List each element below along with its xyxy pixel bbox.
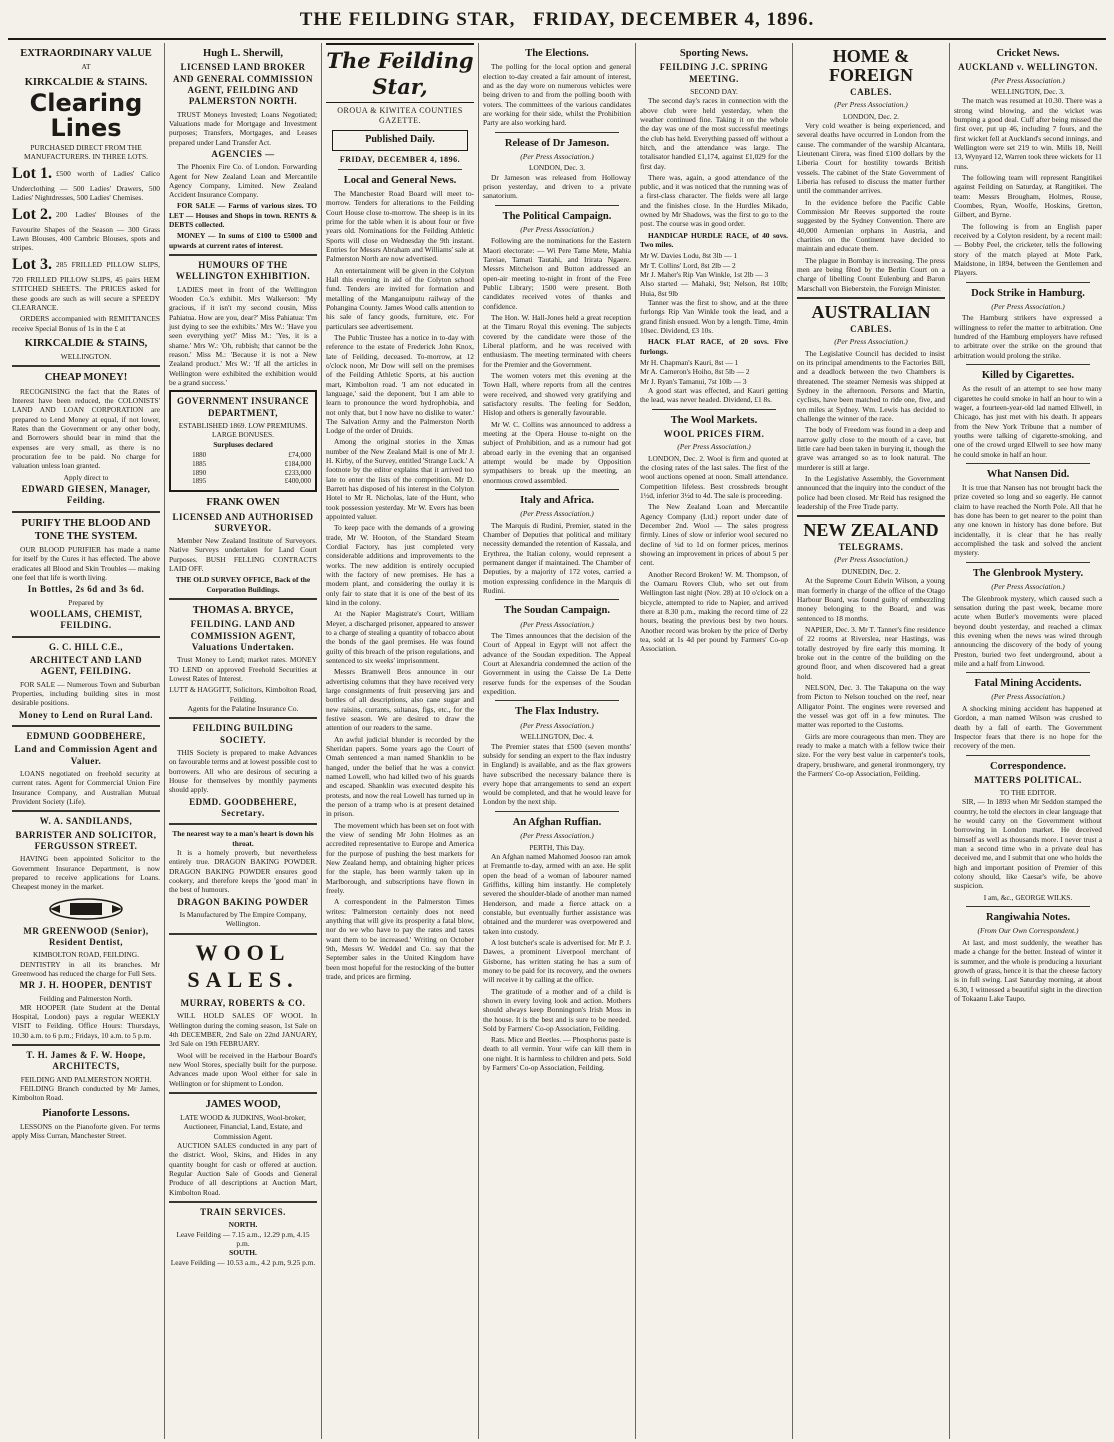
train-south: SOUTH. (229, 1248, 257, 1258)
goodbehere-role: Land and Commission Agent and Valuer. (14, 744, 158, 766)
money-text: MONEY — In sums of £100 to £5000 and upwards at current rates of interest. (169, 231, 317, 250)
sporting-sub: FEILDING J.C. SPRING MEETING. (659, 62, 769, 84)
divider (169, 598, 317, 600)
goodbehere-name: EDMUND GOODBEHERE, (26, 730, 146, 741)
divider (652, 409, 776, 410)
rangiwahia-title: Rangiwahia Notes. (985, 912, 1070, 924)
campaign-text-4: Mr W. C. Collins was announced to address a meeting at the Opera House to-night on the subject of Prohibition, and as a rumour had got abroad early in the evening that an organised attempt would be made by Opposition sympathisers to break up the meeting, an enormous crowd assembled. (483, 419, 631, 485)
divider (12, 725, 160, 727)
divider (169, 717, 317, 719)
divider (966, 672, 1090, 673)
insurance-box (169, 390, 317, 492)
flax-title: The Flax Industry. (515, 706, 599, 718)
frank-role: LICENSED AND AUTHORISED SURVEYOR. (172, 511, 314, 533)
divider (169, 933, 317, 935)
agencies-title: AGENCIES — (211, 148, 275, 159)
killed-text: As the result of an attempt to see how many cigarettes he could smoke in half an hour to win a wager, a fourteen-year-old lad named Ellwell, in Chicago, has just met with his death. It appears from the New York Tribune that a number of youths were talking of cigarette-smoking, and one of the crowd urged Ellwell to see how many he could smoke in half an hour. (954, 384, 1102, 459)
aus-text-2: The body of Freedom was found in a deep and narrow gully close to the mouth of a cave, but little care had been taken in burying it, though the grave was arranged so as to look natural. The murderer is still at large. (797, 425, 945, 472)
australian-title: AUSTRALIAN (811, 301, 931, 322)
insurance-year: 1885 (192, 459, 207, 468)
cables-title: CABLES. (850, 86, 892, 97)
table-row (173, 477, 313, 486)
ruffian-title: An Afghan Ruffian. (512, 816, 602, 828)
italy-byline: (Per Press Association.) (520, 509, 594, 519)
dock-title: Dock Strike in Hamburg. (971, 287, 1085, 299)
chemist-name: WOOLLAMS, CHEMIST, FEILDING. (29, 608, 143, 631)
apply-text: Apply direct to (63, 472, 109, 482)
ruffian-place: PERTH, This Day. (529, 842, 585, 852)
haggitt-text: LUTT & HAGGITT, Solicitors, Kimbolton Road, Feilding. (169, 685, 317, 704)
divider (12, 511, 160, 513)
list-item: Mr J. Ryan's Tamanui, 7st 10lb — 3 (640, 376, 747, 386)
hf-text-2: In the evidence before the Pacific Cable Commission Mr Reeves supported the route suggested by the Sydney Convention. There are 40,000 Armenian orphans in Austria, and charities on the Continent have decided to maintain and educate them. (797, 197, 945, 254)
divider (169, 823, 317, 825)
greenwood-address: KIMBOLTON ROAD, FEILDING. (33, 950, 139, 960)
wood-name: JAMES WOOD, (205, 1098, 281, 1110)
table-row (173, 469, 313, 478)
wool-text-1: LONDON, Dec. 2. Wool is firm and quoted at the closing rates of the last sales. The first of the wool auctions opened at noon. Small attendance. Competition lifeless. Best crossbreds brought 1½d, inferior 3½d to 4d. The sale is proceeding. (640, 453, 788, 501)
divider (797, 515, 945, 517)
train-north: NORTH. (228, 1220, 258, 1230)
divider (797, 297, 945, 299)
store-town: WELLINGTON. (60, 352, 112, 362)
divider (966, 282, 1090, 283)
fatal-text: A shocking mining accident has happened at Gordon, a man named Wilson was crushed to death by a fall of earth. The Government Inspector fears that there is no hope for the recovery of the men. (954, 703, 1102, 751)
divider (169, 1201, 317, 1203)
divider (966, 463, 1090, 464)
jameson-text: Dr Jameson was released from Holloway prison yesterday, and driven to a private sanatorium. (483, 172, 631, 201)
humours-title: HUMOURS OF THE WELLINGTON EXHIBITION. (175, 260, 311, 282)
column-6 (793, 43, 950, 1439)
sherwill-name: Hugh L. Sherwill, (203, 48, 283, 59)
aus-text-1: The Legislative Council has decided to insist on its principal amendments to the Factories Bill, and a deadlock between the two Chambers is threatened. The steamer Nemesis was shipped at Sydney in the afternoon. Persons and Martin, cyclists, have been matched to ride one, five, and ten miles at Sydney. Wm. Lewis has decided to challenge the winner of the race. (797, 348, 945, 423)
wool-text-2: The New Zealand Loan and Mercantile Agency Company (Ltd.) report under date of December 2nd. Wool — The sales progress firmly. Lines of slow or inferior wool secured no decline of ¼d to 1d on former prices, merinos showing an improvement in prices of about 5 per cent. (640, 502, 788, 568)
cricket-text-1: The match was resumed at 10.30. There was a strong wind blowing, and the wicket was bumping a good deal. Cuff after being missed the first over, put up 46, including 7 fours, and the first wicket fell at Auckland's second innings, and Wellington were set 219 to win. Mills 18, Neill 13, Wynyard 12, Warren took three wickets for 11 runs. (954, 96, 1102, 171)
column-2 (165, 43, 322, 1439)
wool-byline: (Per Press Association.) (677, 442, 751, 452)
nz-byline: (Per Press Association.) (834, 555, 908, 565)
cricket-title: Cricket News. (996, 48, 1060, 59)
insurance-amount: £400,000 (284, 477, 311, 486)
aus-byline: (Per Press Association.) (834, 337, 908, 347)
fatal-byline: (Per Press Association.) (991, 692, 1065, 702)
ad-at: AT (81, 62, 91, 72)
agent-name: EDWARD GIESEN, Manager, Feilding. (21, 483, 151, 506)
insurance-year: 1880 (192, 451, 207, 460)
glenbrook-title: The Glenbrook Mystery. (972, 567, 1084, 579)
column-5 (636, 43, 793, 1439)
fatal-title: Fatal Mining Accidents. (974, 678, 1082, 690)
soudan-text: The Times announces that the decision of the Court of Appeal in Egypt will not affect the advance of the Soudan expedition. The Appeal Court at Alexandria condemned the action of the Government in using the Caisse De La Dette reserve funds for the expenses of the Soudan expedition. (483, 631, 631, 697)
ruffian-text-3: The gratitude of a mother and of a child is shown in every loving look and action. Mothers should always keep Bonnington's Irish Moss in the house. It is the best and is sure to be needed. Sold by Farmers' Co-op Association, Feilding. (483, 986, 631, 1033)
divider (12, 636, 160, 638)
dock-byline: (Per Press Association.) (991, 301, 1065, 311)
nz-place: DUNEDIN, Dec. 2. (841, 567, 901, 577)
insurance-sub: ESTABLISHED 1869. LOW PREMIUMS. LARGE BONUSES. (178, 421, 308, 440)
ruffian-byline: (Per Press Association.) (520, 831, 594, 841)
flax-text: The Premier states that £500 (seven months' subsidy for sending an expert to the flax industry in England) is available, and as the flax growers have subscribed the necessary balance there is every hope that arrangements to send an expert would be completed, and that he would leave for London by the next ship. (483, 741, 631, 807)
column-4 (479, 43, 636, 1439)
ad-headline: EXTRAORDINARY VALUE (20, 48, 152, 59)
dragon-quote: The nearest way to a man's heart is down his throat. (172, 829, 314, 848)
sporting-text-1: The second day's races in connection with the above club were held yesterday, when the weather continued fine. Taking it on the whole the day was one of the most successful meetings the club has held. Everything passed off without a hitch, and the attendance was large. The totalisator handled £1,174, against £1,029 for the first day. (640, 96, 788, 171)
rangiwahia-byline: (From Our Own Correspondent.) (977, 926, 1079, 936)
paper-name: THE FEILDING STAR, (299, 9, 516, 30)
cricket-sub: AUCKLAND v. WELLINGTON. (958, 62, 1098, 73)
results-heading: HANDICAP HURDLE RACE, of 40 sovs. Two miles. (640, 230, 788, 250)
cricket-place: WELLINGTON, Dec. 3. (991, 87, 1065, 97)
divider (495, 811, 619, 812)
correspondence-title: Correspondence. (990, 760, 1066, 772)
column-3 (322, 43, 479, 1439)
divider (495, 599, 619, 600)
masthead (8, 6, 1106, 40)
palatine-text: Agents for the Palatine Insurance Co. (187, 703, 299, 713)
hf-byline: (Per Press Association.) (834, 100, 908, 110)
ad-store: KIRKCALDIE & STAINS. (24, 76, 148, 88)
nz-text-1: At the Supreme Court Edwin Wilson, a young man formerly in charge of the office of the Otago Harbour Board, was found guilty of embezzling money belonging to the Board, and was sentenced to 18 months. (797, 576, 945, 623)
dragon-title: DRAGON BAKING POWDER (177, 896, 309, 907)
local-text-1: The Manchester Road Board will meet to-morrow. Tenders for alterations to the Feilding Court House close to-morrow. The sheep is in its prime for the table when it is about four or five years old. Nominations for the Feilding Athletic Sports will close on Wednesday the 9th instant. Entries for Messrs Abraham and Williams' sale at Palmerston North are now advertised. (326, 188, 474, 264)
lot-2-text: 200 Ladies' Blouses of the Favourite Shapes of the Season — 300 Grass Lawn Blouses, 400 Cambric Blouses, spots and stripes. (12, 209, 160, 253)
italy-title: Italy and Africa. (520, 494, 594, 506)
list-item: Mr W. Davies Lodu, 8st 3lb — 1 (640, 251, 738, 261)
cricket-text-2: The following team will represent Rangitikei against Feilding on Saturday, at Rangitikei. The team: Messrs Brougham, Holmes, Rouse, Coombes, Ryan, Woolfe, Hoskins, Gretton, Gilbert, and Byrne. (954, 173, 1102, 220)
bryce-text: Trust Money to Lend; market rates. MONEY TO LEND on approved Freehold Securities at Lowest Rates of Interest. (169, 655, 317, 683)
nz-text-3: NELSON, Dec. 3. The Takapuna on the way from Picton to Nelson touched on the reef, near Alligator Point. The engines were reversed and the vessel was got off in a few minutes. The matter was reported to the Customs. (797, 682, 945, 730)
local-text-3: The Public Trustee has a notice in to-day with reference to the estate of Frederick John Knox, late of Feilding, deceased. To-morrow, at 12 o'clock noon, Mr Dow will sell on the premises of the Feilding Athletic Sports, at his auction mart, Kimbolton road. 'I am not educated in language,' said the deponent, 'but I am able to learn to pronounce the word hydrophobia, and not only that, but I now have no dislike to water.' The Salvation Army and the Palmerston North Lodge of the order of Druids. (326, 332, 474, 436)
orders-text: ORDERS accompanied with REMITTANCES receive Special Bonus of 1s in the £ at (12, 314, 160, 333)
campaign-text-3: The women voters met this evening at the Town Hall, where reports from all the centres were received, and showed very gratifying and satisfactory results. The feeling for Seddon, Hislop and others is generally favourable. (483, 370, 631, 418)
hill-name: G. C. HILL C.E., (48, 641, 123, 652)
hoope-name: T. H. James & F. W. Hoope, ARCHITECTS, (26, 1050, 146, 1072)
humours-text: LADIES meet in front of the Wellington Wooden Co.'s exhibit. Mrs Walkerson: 'My gracious, if it isn't my second cousin, Miss Pahiatua. How are you, dear?' Miss Pahiatua: 'I'm just dying to see the exhibits.' Mrs W.: 'Have you seen everything yet?' Miss M.: 'Yes, it is a shame.' Mrs W.: 'Oh, rubbish; that cannot be the reason.' Miss M.: 'Because it is not a New Zealand product.' Mrs W.: 'If all the articles in Wellington were exhibited the exhibition would be a grand success.' (169, 284, 317, 388)
murray-text: WILL HOLD SALES OF WOOL In Wellington during the coming season, 1st Sale on 4th DECEMBER, 2nd Sale on 22nd JANUARY, 3rd Sale on 19th FEBRUARY. (169, 1011, 317, 1049)
telegrams-title: TELEGRAMS. (838, 542, 904, 553)
hooper-address: Feilding and Palmerston North. (39, 993, 133, 1003)
barrister-text: HAVING been appointed Solicitor to the Government Insurance Department, is now prepared to receive applications for Loans. Cheapest money in the market. (12, 854, 160, 892)
campaign-text-2: The Hon. W. Hall-Jones held a great reception at the Timaru Royal this evening. The subjects covered by the candidate were those of the Liberal platform, and he was received with enthusiasm. The meeting terminated with cheers for the Premier and the Government. (483, 313, 631, 369)
jameson-title: Release of Dr Jameson. (504, 137, 610, 149)
divider (966, 906, 1090, 907)
correspondence-sub: MATTERS POLITICAL. (974, 774, 1082, 785)
published-daily: Published Daily. (332, 130, 468, 151)
flax-byline: (Per Press Association.) (520, 720, 594, 730)
lot-1-text: £500 worth of Ladies' Calico Underclothing — 500 Ladies' Drawers, 500 Ladies' Nightdresses, 500 Ladies' Chemises. (12, 168, 160, 203)
list-item: Mr H. Chapman's Kauri, 8st — 1 (640, 358, 739, 368)
insurance-year: 1895 (192, 477, 207, 486)
nameplate: The Feilding Star, (326, 43, 474, 103)
train-north-times: Leave Feilding — 7.15 a.m., 12.29 p.m, 4.15 p.m. (176, 1229, 310, 1249)
sporting-title: Sporting News. (679, 48, 749, 59)
train-south-times: Leave Feilding — 10.53 a.m., 4.2 p.m, 9.25 p.m. (170, 1257, 316, 1267)
cheap-money-title: CHEAP MONEY! (44, 372, 128, 384)
australian-cables: CABLES. (850, 323, 892, 334)
divider (495, 132, 619, 133)
sandilands-name: W. A. SANDILANDS, (39, 816, 133, 827)
piano-title: Pianoforte Lessons. (42, 1107, 130, 1119)
piano-text: LESSONS on the Pianoforte given. For terms apply Miss Curran, Manchester Street. (12, 1122, 160, 1141)
divider (338, 169, 462, 170)
flax-place: WELLINGTON, Dec. 4. (520, 732, 594, 742)
train-title: TRAIN SERVICES. (200, 1207, 286, 1218)
ruffian-text-4: Rats. Mice and Beetles. — Phosphorus paste is death to all vermin. Your wife can kill them in one night. It is harmless to children and pets. Sold by Farmers' Co-op Association, Feilding. (483, 1035, 631, 1073)
local-text-7: Messrs Bramwell Bros announce in our advertising columns that they have received very large consignments of fruit preserving jars and bottles of all descriptions, also cane sugar and new raisins, currants, sultanas, figs, etc., for the festive season. We are desired to draw the attention of our readers to the same. (326, 667, 474, 733)
ruffian-text: An Afghan named Mahomed Joosoo ran amok at Fremantle to-day, armed with an axe. He split open the head of a woman of labourer named Griffiths, killing him instantly. He completely severed the shoulder-blade of another man named Henderson, and made a fierce attack on a constable, but eventually further assistance was obtained and the murderer was overpowered and taken into custody. (483, 851, 631, 936)
campaign-title: The Political Campaign. (502, 210, 612, 222)
murray-text-2: Wool will be received in the Harbour Board's new Wool Stores, specially built for the purpose. Advances made upon Wool either for sale in Wellington or for shipment to London. (169, 1050, 317, 1088)
hf-text-3: The plague in Bombay is increasing. The press men are being fêted by the Berlin Court on a charge of libelling Count Eulenburg and Baron Marschall von Bieberstein, the Foreign Minister. (797, 255, 945, 293)
old-survey-office: THE OLD SURVEY OFFICE, Back of the Corporation Buildings. (175, 575, 311, 594)
insurance-label: Surpluses declared (213, 439, 273, 449)
divider (966, 755, 1090, 756)
insurance-title: GOVERNMENT INSURANCE DEPARTMENT, (176, 396, 310, 418)
hoope-address: FEILDING AND PALMERSTON NORTH. (20, 1074, 152, 1084)
divider (12, 810, 160, 812)
elections-text: The polling for the local option and general election to-day created a fair amount of interest, and as the day wore on numerous vehicles were being driven to and from the polling booth with voters. The committees of the various candidates are working for their side, whilst the Prohibition Party are also working hard. (483, 62, 631, 128)
local-text-8: An awful judicial blunder is recorded by the Sheridan papers. Some years ago the Court of Omah sentenced a man named Shanklin to be hanged, under the belief that he was a convict named Lowell, who had killed two of his guards and escaped. Shanklin was executed despite his protests, and now the real Lowell has turned up in the person of a tramp who is at present detained in prison. (326, 734, 474, 819)
list-item: Mr J. Maher's Rip Van Winkle, 1st 2lb — 3 (640, 270, 769, 280)
building-society-title: FEILDING BUILDING SOCIETY. (192, 723, 294, 745)
jameson-byline: (Per Press Association.) (520, 151, 594, 161)
divider (966, 562, 1090, 563)
clearing-lines-title: Clearing Lines (29, 88, 143, 142)
glenbrook-text: The Glenbrook mystery, which caused such a sensation during the past week, became more acute when Butler's movements were placed beyond doubt yesterday, and reached a climax this evening when the news was wired through announcing the discovery of the body of young Preston, buried two feet underground, about a mile and a half from Linwood. (954, 593, 1102, 668)
goodbehere-secretary: EDMD. GOODBEHERE, Secretary. (189, 796, 297, 818)
loans-text: LOANS negotiated on freehold security at current rates. Agent for Commercial Union Fire Insurance Company, and Australian Mutual Provident Society (Life). (12, 768, 160, 806)
nansen-title: What Nansen Did. (986, 468, 1070, 480)
wood-role: LATE WOOD & JUDKINS, Wool-broker, Auctioneer, Financial, Land, Estate, and Commission Agent. (180, 1113, 306, 1141)
dentistry-text: DENTISTRY in all its branches. Mr Greenwood has reduced the charge for Full Sets. (12, 959, 160, 978)
ruffian-text-2: A lost butcher's scale is advertised for. Mr P. J. Dawes, a prominent Liverpool merchant of Gisborne, has written stating he has a sum of money to be paid for its recovery, and the owners will receive it by calling at the office. (483, 937, 631, 985)
issue-date: FRIDAY, DECEMBER 4, 1896. (533, 9, 815, 30)
column-1 (8, 43, 165, 1439)
dragon-maker: Is Manufactured by The Empire Company, Wellington. (179, 909, 307, 929)
columns (8, 43, 1106, 1439)
nz-text-2: NAPIER, Dec. 3. Mr T. Tanner's fine residence of 22 rooms at Riverslea, near Hastings, was totally destroyed by fire early this morning. It broke out in the centre of the building on the ground floor, and when discovered had a great hold. (797, 625, 945, 681)
lot-3 (12, 255, 160, 312)
hf-place: LONDON, Dec. 2. (842, 111, 900, 121)
local-news-title: Local and General News. (343, 174, 457, 186)
elections-title: The Elections. (525, 48, 589, 59)
purify-title: PURIFY THE BLOOD AND TONE THE SYSTEM. (21, 517, 151, 542)
wool-markets-title: The Wool Markets. (670, 414, 758, 426)
building-society-text: THIS Society is prepared to make Advances on favourable terms and at lowest possible cost to borrowers. All who are desirous of securing a House for themselves by monthly payments should apply. (169, 747, 317, 795)
local-text-6: At the Napier Magistrate's Court, William Meyer, a discharged prisoner, appeared to answer to a charge of stealing a quantity of tobacco about the bonds of the gaol premises. He was found guilty of this breach of the prison regulations, and sentenced to six weeks' imprisonment. (326, 609, 474, 666)
bottles-price: In Bottles, 2s 6d and 3s 6d. (27, 584, 145, 595)
agencies-text: The Phoenix Fire Co. of London. Forwarding Agent for New Zealand Loan and Mercantile Agency Company, Limited. New Zealand Accident Insurance Company. (169, 162, 317, 200)
results-heading-2: HACK FLAT RACE, of 20 sovs. Five furlongs. (640, 337, 788, 356)
list-item: Mr A. Cameron's Hoiho, 8st 5lb — 2 (640, 367, 750, 377)
local-text-4: Among the original stories in the Xmas number of the New Zealand Mail is one of Mr J. H. Kirby, of the Survey, entitled 'Strange Luck.' A footnote by the editor explains that it arrived too late to enter the lists of the competition. Mr D. Barrett has disposed of his interest in the Colyton Hotel to Mr R. Nicholas, late of the Hunt, who took possession yesterday. Mr W. Evers has been appointed valuer. (326, 437, 474, 522)
frank-text: Member New Zealand Institute of Surveyors. Native Surveys undertaken for Land Court Purposes. BUSH FELLING CONTRACTS LAID OFF. (169, 536, 317, 574)
local-text-9: The movement which has been set on foot with the view of sending Mr John Holmes as an accredited representative to Europe and America for the purpose of pushing the best markets for New Zealand hemp, and obtaining higher prices for the staple, has been warmly taken up in Marlborough, and subscriptions have flown in freely. (326, 820, 474, 895)
bryce-role: FEILDING. LAND AND COMMISSION AGENT, Valuations Undertaken. (190, 619, 296, 652)
dock-text: The Hamburg strikers have expressed a willingness to refer the matter to arbitration. One hundred of the Hamburg employers have refused to arbitrate over the strike on the ground that arbitration would prolong the strike. (954, 313, 1102, 360)
local-text-5: To keep pace with the demands of a growing trade, Mr W. Hooton, of the Standard Steam Cordial Factory, has just completed very considerable additions and improvements to the works. The new addition is entirely occupied with the factory of new premises. He has a modern plant, and considering the outlay it is only fair to state that it is one of the best of its kind in the colony. (326, 523, 474, 608)
home-foreign-title: HOME & FOREIGN (828, 46, 913, 85)
local-text-2: An entertainment will be given in the Colyton Hall this evening in aid of the Colyton school fund. Tenders are invited for formation and metalling of the Manganuiputu railway of the Pohangina County. James Wood calls attention to his sale of fancy goods, furniture, etc. For particulars see advertisement. (326, 265, 474, 331)
crest-icon (46, 896, 126, 922)
purify-text: OUR BLOOD PURIFIER has made a name for itself by the Cures it has effected. The above eradicates all Blood and Skin Troubles — making one feel that life is worth living. (12, 545, 160, 582)
soudan-title: The Soudan Campaign. (504, 605, 610, 617)
column-7 (950, 43, 1106, 1439)
new-zealand-title: NEW ZEALAND (803, 520, 939, 541)
greenwood-name: MR GREENWOOD (Senior), Resident Dentist, (23, 925, 149, 947)
correspondence-sign: I am, &c., GEORGE WILKS. (983, 892, 1073, 902)
lot-1 (12, 164, 160, 203)
results-text: Tanner was the first to show, and at the three furlongs Rip Van Winkle took the lead, and a grand finish ensued. Won by a length. Time, 4min 10sec. Dividend, £3 10s. (640, 298, 788, 336)
second-day: SECOND DAY. (690, 86, 738, 96)
lot-1-label: Lot 1. (12, 164, 52, 182)
divider (495, 489, 619, 490)
sherwill-role: LICENSED LAND BROKER AND GENERAL COMMISSION AGENT, FEILDING AND PALMERSTON NORTH. (172, 62, 313, 107)
table-row (173, 451, 313, 460)
purchased-text: PURCHASED DIRECT FROM THE MANUFACTURERS. IN THREE LOTS. (24, 143, 148, 162)
lot-2 (12, 205, 160, 253)
auction-text: AUCTION SALES conducted in any part of the district. Wool, Skins, and Hides in any quantity bought for cash or offered at auction. Regular Auction Sale of Goods and General Produce of all descriptions at Auction Mart, Kimbolton Road. (169, 1141, 317, 1197)
divider (495, 700, 619, 701)
list-item: Mr T. Collins' Lord, 8st 2lb — 2 (640, 260, 736, 270)
cricket-byline: (Per Press Association.) (991, 75, 1065, 85)
correspondence-to: TO THE EDITOR. (999, 788, 1057, 798)
cheap-money-text: RECOGNISING the fact that the Rates of Interest have been reduced, the COLONISTS' LAND AND LOAN CORPORATION are prepared to Lend Money at equal, if not lower, Rates than the Government or any other body, and Borrowers should bear in mind that the expenses are very small, as there is no procuration fee to be paid. No charge for valuation unless loan granted. (12, 386, 160, 471)
nz-text-4: Girls are more courageous than men. They are ready to make a match with a fellow twice their size. For the very best value in carpenter's tools, drapery, brushware, and general ironmongery, try the Farmers' Co-op Association, Feilding. (797, 731, 945, 778)
insurance-year: 1890 (192, 468, 207, 477)
wool-markets-sub: WOOL PRICES FIRM. (663, 428, 765, 439)
aus-text-3: In the Legislative Assembly, the Government announced that the inquiry into the conduct of the police had been closed. Mr Reid has resigned the leadership of the Free Trade party. (797, 473, 945, 511)
store-name-2: KIRKCALDIE & STAINS, (24, 337, 148, 349)
lot-3-text: 285 FRILLED PILLOW SLIPS, 720 FRILLED PILLOW SLIPS, 45 pairs HEM STITCHED SHEETS. The PRICES asked for these goods are such as will secure a SPEEDY CLEARANCE. (12, 259, 160, 312)
divider (495, 205, 619, 206)
dentist-crest (12, 896, 160, 922)
hooper-text: MR HOOPER (late Student at the Dental Hospital, London) pays a regular WEEKLY VISIT to Feilding. Office Hours: Thursdays, 10.30 a.m. to 6 p.m.; Fridays, 10 a.m. to 5 p.m. (12, 1002, 160, 1040)
sale-text: FOR SALE — Numerous Town and Suburban Properties, including building sites in most desirable positions. (12, 679, 160, 708)
leader-date: FRIDAY, DECEMBER 4, 1896. (339, 154, 461, 164)
insurance-table (173, 451, 313, 486)
glenbrook-byline: (Per Press Association.) (991, 582, 1065, 591)
results-text-2: A good start was effected, and Kauri getting the lead, was never headed. Dividend, £1 8s. (640, 386, 788, 405)
insurance-amount: £74,000 (288, 451, 311, 460)
wool-sales-title: WOOL SALES. (187, 939, 299, 993)
wool-text-3: Another Record Broken! W. M. Thompson, of the Oamaru Rovers Club, who set out from Wellington last night (Nov. 28) at 10 o'clock on a bicycle, attempted to ride to Napier, and arrived there at 8.30 p.m., making the record time of 22 hours, beating the previous best by two hours. Another record was broken by the price of Derby tea, sold at 1s 4d per pound by Farmers' Co-op Association. (640, 569, 788, 654)
killed-title: Killed by Cigarettes. (981, 370, 1075, 382)
architect-role: ARCHITECT AND LAND AGENT, FEILDING. (29, 654, 143, 677)
dragon-text: It is a homely proverb, but nevertheless entirely true. DRAGON BAKING POWDER. DRAGON BAKING POWDER ensures good cookery, and therefore keeps the 'good man' in the best of humours. (169, 847, 317, 895)
hooper-name: MR J. H. HOOPER, DENTIST (19, 980, 153, 991)
correspondence-text: SIR, — In 1893 when Mr Seddon stamped the country, he told the electors in clear language that he would carry on the Government without borrowing in London market. He deceived himself as well as thousands more. I never trust a man a second time who in a private deal has deceived me, and I submit that one who holds the high and important position of Premier of this colony should, like Caesar's wife, be above suspicion. (954, 797, 1102, 891)
divider (12, 1044, 160, 1046)
rural-money: Money to Lend on Rural Land. (18, 709, 154, 720)
rangiwahia-text: At last, and most suddenly, the weather has made a change for the better. Instead of winter it is summer, and the whole is producing a luxuriant growth of grass, hence it is that the cheese factory is in full swing. Last Saturday morning, at about 6.30, I witnessed a beautiful sight in the direction of Tokaanu Lake Taupo. (954, 937, 1102, 1003)
frank-name: FRANK OWEN (206, 497, 280, 509)
hoope-text: FEILDING Branch conducted by Mr James, Kimbolton Road. (12, 1084, 160, 1103)
lot-2-label: Lot 2. (12, 205, 52, 223)
divider (169, 254, 317, 256)
districts: OROUA & KIWITEA COUNTIES GAZETTE. (337, 105, 463, 125)
campaign-text-1: Following are the nominations for the Eastern Maori electorate: — Wi Pere Tame Mete, Mahia Tareiae, Tamati Tautahi, and Irirata Ngaere. Messrs Mitchelson and Button addressed an open-air meeting to-night in front of the Free Public Library; 1500 were present. Both candidates received votes of thanks and confidence. (483, 236, 631, 311)
soudan-byline: (Per Press Association.) (520, 619, 594, 629)
divider (12, 365, 160, 367)
insurance-amount: £233,000 (284, 468, 311, 477)
local-text-10: A correspondent in the Palmerston Times writes: 'Palmerston certainly does not need anything that will give its prosperity a fatal blow, nor do we who have to pay the rates and taxes want them to be increased.' Writing on October 9th, Messrs W. Weddel and Co. say that the September sales in the United Kingdom have been most hopeful for the restocking of the butter trade, and prices are firming. (326, 897, 474, 981)
prepared-by: Prepared by (68, 597, 104, 607)
divider (169, 1092, 317, 1094)
cricket-text-3: The following is from an English paper received by a Colyton resident, by a recent mail: — Bobby Peel, the cricketer, tells the following story of the match played at Mote Park, Maidstone, in 1894, between the Gentlemen and Players. (954, 221, 1102, 278)
trust-text: TRUST Moneys Invested; Loans Negotiated; Valuations made for Mortgage and Investment purposes; Transfers, Mortgages, and Leases prepared under Land Transfer Act. (169, 109, 317, 147)
barrister-role: BARRISTER AND SOLICITOR, FERGUSSON STREET. (15, 829, 157, 851)
campaign-byline: (Per Press Association.) (520, 224, 594, 234)
italy-text: The Marquis di Rudini, Premier, stated in the Chamber of Deputies that political and military necessity demanded the retention of Kassala, and Erythrea, the Italian colony, would represent a permanent danger if maintained. The Chamber of Deputies, by a majority of 172 votes, carried a motion expressing confidence in the Marquis di Rudini. (483, 520, 631, 595)
hf-text-1: Very cold weather is being experienced, and several deaths have occurred in London from the cause. The commander of the warship Alcantara, Lieutenant Cirera, was fined £100 dollars by the Liberia Court for hostility towards British vessels. The cabinet of the State Government of Liberia has refused to discuss the matter further until the commander arrives. (797, 121, 945, 196)
bryce-name: THOMAS A. BRYCE, (192, 605, 294, 617)
nansen-text: It is true that Nansen has not brought back the prize coveted so long and so eagerly. He cannot claim to have reached the North Pole. All that he has done has been to get nearer to the point than any one known in history has done before. But incidentally, it is clear that he has really accomplished the task and solved the ancient mystery. (954, 483, 1102, 558)
for-sale-text: FOR SALE — Farms of various sizes. TO LET — Houses and Shops in town. RENTS & DEBTS collected. (169, 201, 317, 230)
jameson-place: LONDON, Dec. 3. (528, 163, 586, 173)
table-row (173, 460, 313, 469)
divider (966, 364, 1090, 365)
sporting-text-2: There was, again, a good attendance of the public, and it was noticed that the running was of a first-class character. The fields were all large and the finishes close. In the Hurdles Mikado, owned by Mr Shadows, was the first to go to the post. The course was in good order. (640, 172, 788, 229)
lot-3-label: Lot 3. (12, 255, 52, 273)
murray-name: MURRAY, ROBERTS & CO. (180, 997, 306, 1008)
insurance-amount: £184,000 (284, 459, 311, 468)
list-item: Also started — Mahaki, 9st; Nelson, 8st 10lb; Huia, 8st 9lb (640, 279, 788, 298)
